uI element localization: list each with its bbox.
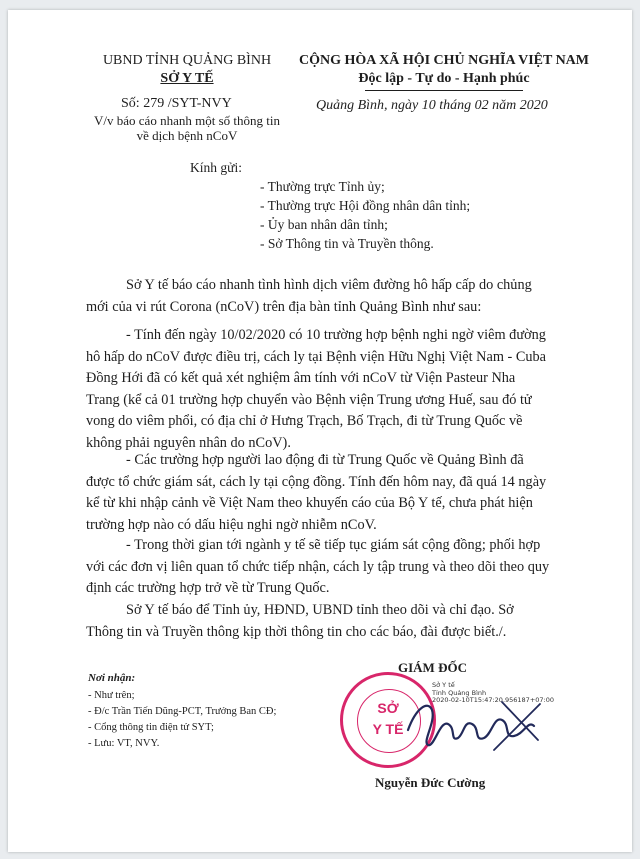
stamp-text-1: SỞ	[377, 700, 399, 716]
signature-stroke	[408, 706, 534, 745]
stamp-text-2: Y TẾ	[372, 721, 404, 737]
intro-line: mới của vi rút Corona (nCoV) trên địa bàn tỉnh Quảng Bình như sau:	[86, 298, 482, 315]
motto: Độc lập - Tự do - Hạnh phúc	[358, 71, 530, 86]
receiver-item: - Đ/c Trần Tiến Dũng-PCT, Trưởng Ban CĐ;	[88, 706, 277, 717]
number-label: Số:	[121, 96, 140, 111]
subject-line-1: V/v báo cáo nhanh một số thông tin	[94, 113, 280, 128]
date-line	[316, 98, 548, 114]
item-3-paragraph	[86, 535, 606, 600]
item1-line: không phải nguyên nhân do nCoV).	[86, 434, 291, 451]
item1-line: vong do viêm phổi, có địa chỉ ở Hưng Trạch, Bố Trạch, đi từ Trung Quốc về	[86, 413, 523, 429]
number-suffix: /SYT-NVY	[167, 96, 232, 111]
subject-line-2: về dịch bệnh nCoV	[136, 128, 238, 143]
date-year: năm 2020	[492, 98, 548, 113]
greeting: Kính gửi:	[190, 160, 242, 175]
date-day: 10	[421, 98, 436, 113]
item1-line: - Tính đến ngày 10/02/2020 có 10 trường hợp bệnh nghi ngờ viêm đường	[126, 327, 546, 343]
date-month: 02	[474, 98, 489, 113]
signature-title: GIÁM ĐỐC	[398, 660, 467, 675]
recipient-3: - Ủy ban nhân dân tỉnh;	[260, 217, 388, 232]
recipient-4: - Sở Thông tin và Truyền thông.	[260, 236, 434, 251]
intro-paragraph	[86, 275, 606, 318]
item-1-paragraph	[86, 325, 606, 454]
intro-line: Sở Y tế báo cáo nhanh tình hình dịch viêm đường hô hấp cấp do chủng	[126, 277, 532, 293]
receiver-item: - Lưu: VT, NVY.	[88, 738, 160, 749]
signer-name: Nguyễn Đức Cường	[375, 775, 486, 790]
cert-line: Sở Y tế	[432, 681, 455, 689]
receivers-title: Nơi nhận:	[88, 672, 136, 684]
recipient-2: - Thường trực Hội đồng nhân dân tỉnh;	[260, 198, 471, 213]
cert-line: Tỉnh Quảng Bình	[432, 688, 487, 697]
document-number	[121, 96, 232, 112]
number-value: 279	[143, 96, 165, 111]
org-left: UBND TỈNH QUẢNG BÌNH	[102, 53, 272, 68]
closing-paragraph	[86, 600, 606, 643]
closing-line: Thông tin và Truyền thông kịp thời thông tin cho các báo, đài được biết./.	[86, 623, 507, 640]
item2-line: kể từ khi nhập cảnh về Việt Nam theo khuyến cáo của Bộ Y tế, chưa phát hiện	[86, 495, 533, 511]
closing-line: Sở Y tế báo để Tỉnh ủy, HĐND, UBND tỉnh theo dõi và chỉ đạo. Sở	[126, 602, 514, 618]
receivers-list	[88, 689, 276, 750]
item2-line: trường hợp nào có dấu hiệu nghi ngờ nhiễm nCoV.	[86, 516, 377, 533]
date-month-label: tháng	[439, 98, 472, 113]
receiver-item: - Cổng thông tin điện tử SYT;	[88, 722, 214, 733]
item2-line: được tổ chức giám sát, cách ly tại cộng đồng. Tính đến hôm nay, đã quá 14 ngày	[86, 473, 547, 490]
item1-line: Trang (kể cả 01 trường hợp chuyển vào Bệnh viện Trung ương Huế, sau đó tử	[86, 391, 532, 408]
motto-underline	[365, 90, 523, 91]
item3-line: - Trong thời gian tới ngành y tế sẽ tiếp tục giám sát cộng đồng; phối hợp	[126, 537, 541, 553]
item3-line: định các trường hợp trở về từ Trung Quốc.	[86, 580, 330, 596]
item1-line: Đồng Hới đã có kết quả xét nghiệm âm tính với nCoV từ Viện Pasteur Nha	[86, 370, 516, 386]
cert-line: 2020-02-10T15:47:20.956187+07:00	[432, 696, 554, 704]
receiver-item: - Như trên;	[88, 690, 135, 701]
item-2-paragraph	[86, 450, 606, 536]
nation-title: CỘNG HÒA XÃ HỘI CHỦ NGHĨA VIỆT NAM	[298, 53, 589, 68]
date-prefix: Quảng Bình, ngày	[316, 98, 419, 113]
item2-line: - Các trường hợp người lao động đi từ Trung Quốc về Quảng Bình đã	[126, 452, 524, 468]
item1-line: hô hấp do nCoV được điều trị, cách ly tại Bệnh viện Hữu Nghị Việt Nam - Cuba	[86, 348, 547, 365]
handwritten-signature	[398, 690, 548, 760]
recipient-1: - Thường trực Tỉnh ủy;	[260, 179, 385, 194]
item3-line: với các đơn vị liên quan tổ chức tiếp nhận, cách ly tập trung và theo dõi theo quy	[86, 558, 550, 575]
dept-name: SỞ Y TẾ	[160, 71, 214, 86]
